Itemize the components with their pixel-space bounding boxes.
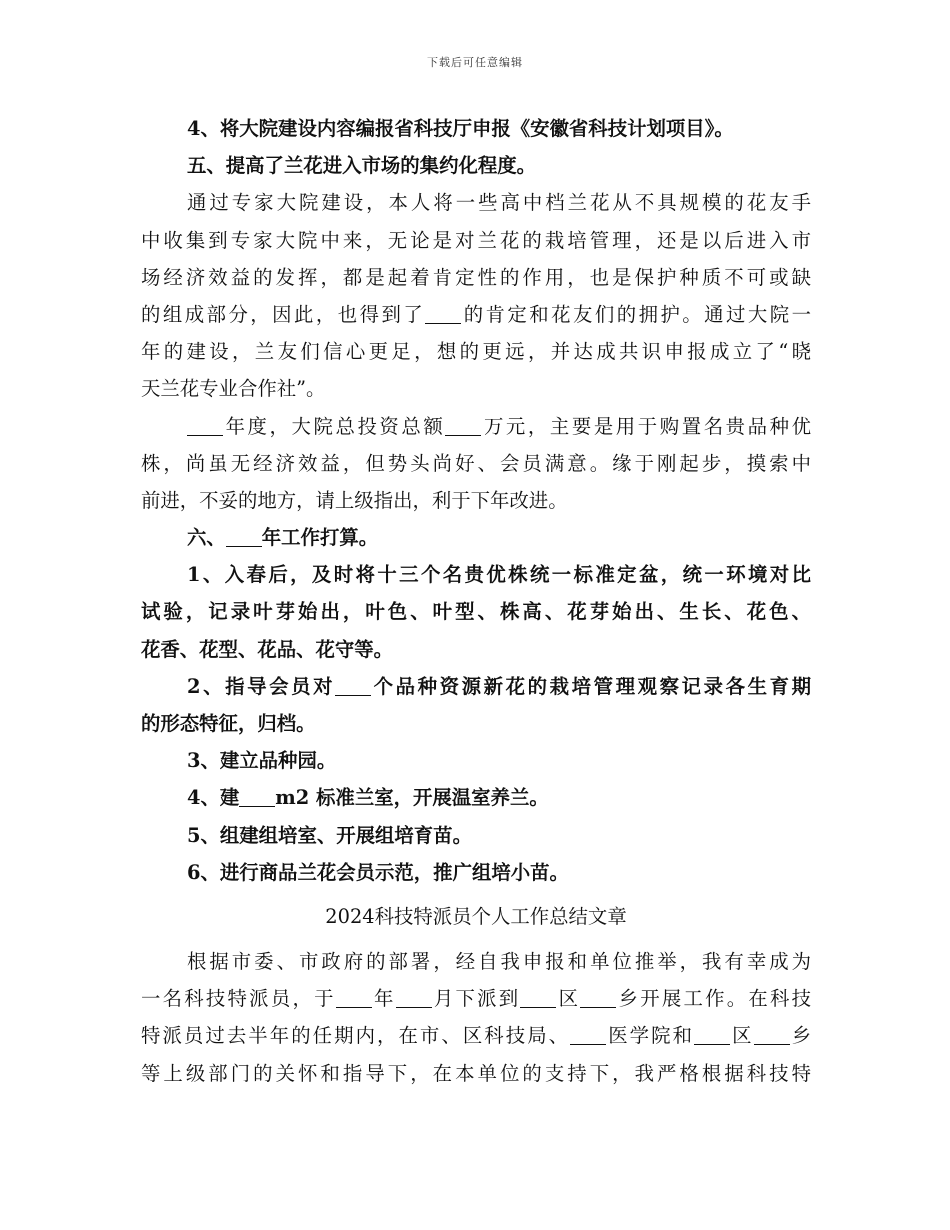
- paragraph-line: [141, 296, 811, 333]
- text-segment: m2 标准兰室，开展温室养兰。: [275, 786, 549, 810]
- text-segment: 的组成部分，因此，也得到了: [141, 302, 426, 326]
- paragraph-line: [141, 668, 811, 705]
- paragraph-line: [141, 1017, 811, 1054]
- text-segment: 万元，主要是用于购置名贵品种优: [481, 414, 811, 438]
- text-segment: 的肯定和花友们的拥护。通过大院一: [461, 302, 811, 326]
- blank-underline: [239, 787, 275, 807]
- paragraph-line: [141, 408, 811, 445]
- text-segment: 4、建: [187, 786, 240, 810]
- paragraph-line: 的形态特征，归档。: [141, 712, 316, 735]
- text-segment: 区: [730, 1024, 754, 1048]
- blank-underline: [570, 1025, 606, 1045]
- text-segment: 区: [556, 987, 581, 1011]
- blank-underline: [694, 1025, 730, 1045]
- paragraph-line: 花香、花型、花品、花守等。: [141, 637, 394, 661]
- blank-underline: [335, 675, 371, 695]
- paragraph-line: [141, 980, 811, 1017]
- heading-section-5: 五、提高了兰花进入市场的集约化程度。: [187, 154, 537, 178]
- blank-underline: [580, 988, 616, 1008]
- paragraph-line: 根据市委、市政府的部署，经自我申报和单位推举，我有幸成为: [187, 949, 811, 973]
- paragraph-line: 天兰花专业合作社”。: [141, 377, 326, 401]
- text-segment: 一名科技特派员，于: [141, 987, 336, 1011]
- text-segment: 年工作打算。: [261, 526, 379, 550]
- text-segment: 乡开展工作。在科技: [616, 987, 811, 1011]
- plan-item-2: [141, 668, 811, 742]
- text-segment: 医学院和: [606, 1024, 695, 1048]
- blank-underline: [520, 988, 556, 1008]
- text-segment: 年度，大院总投资总额: [223, 414, 446, 438]
- text-segment: 年: [371, 987, 396, 1011]
- article-paragraph: [141, 943, 811, 1092]
- paragraph-line: 前进，不妥的地方，请上级指出，利于下年改进。: [141, 488, 568, 512]
- paragraph-line: 株，尚虽无经济效益，但势头尚好、会员满意。缘于刚起步，摸索中: [141, 451, 811, 475]
- plan-item-3: 3、建立品种园。: [187, 749, 337, 773]
- article-title: 2024科技特派员个人工作总结文章: [325, 904, 627, 928]
- plan-item-1: [141, 556, 811, 668]
- blank-underline: [226, 527, 262, 547]
- plan-item-5: 5、组建组培室、开展组培育苗。: [187, 823, 472, 847]
- plan-item-4: [141, 779, 811, 816]
- text-segment: 2、指导会员对: [187, 674, 336, 698]
- text-segment: 六、: [187, 526, 226, 550]
- item-4-declaration: 4、将大院建设内容编报省科技厅申报《安徽省科技计划项目》。: [187, 117, 734, 140]
- paragraph-line: 场经济效益的发挥，都是起着肯定性的作用，也是保护种质不可或缺: [141, 265, 811, 289]
- text-segment: 特派员过去半年的任期内，在市、区科技局、: [141, 1024, 571, 1048]
- paragraph-line: 试验，记录叶芽始出，叶色、叶型、株高、花芽始出、生长、花色、: [141, 600, 811, 624]
- paragraph-line: 等上级部门的关怀和指导下，在本单位的支持下，我严格根据科技特: [141, 1061, 811, 1085]
- blank-underline: [336, 988, 372, 1008]
- paragraph-line: 年的建设，兰友们信心更足，想的更远，并达成共识申报成立了“晓: [141, 340, 811, 364]
- heading-section-6: [141, 519, 811, 556]
- blank-underline: [187, 415, 223, 435]
- blank-underline: [754, 1025, 790, 1045]
- paragraph-line: 通过专家大院建设，本人将一些高中档兰花从不具规模的花友手: [187, 191, 811, 215]
- plan-item-6: 6、进行商品兰花会员示范，推广组培小苗。: [187, 860, 569, 884]
- document-body: [141, 110, 811, 1092]
- blank-underline: [396, 988, 432, 1008]
- blank-underline: [425, 304, 461, 324]
- paragraph-line: 中收集到专家大院中来，无论是对兰花的栽培管理，还是以后进入市: [141, 228, 811, 252]
- page-header-note: 下载后可任意编辑: [427, 56, 523, 69]
- blank-underline: [445, 415, 481, 435]
- text-segment: 月下派到: [431, 987, 521, 1011]
- text-segment: 个品种资源新花的栽培管理观察记录各生育期: [371, 674, 811, 698]
- text-segment: 乡: [789, 1024, 811, 1048]
- paragraph-expert-courtyard: [141, 184, 811, 407]
- paragraph-line: 1、入春后，及时将十三个名贵优株统一标准定盆，统一环境对比: [187, 563, 811, 587]
- paragraph-investment: [141, 408, 811, 520]
